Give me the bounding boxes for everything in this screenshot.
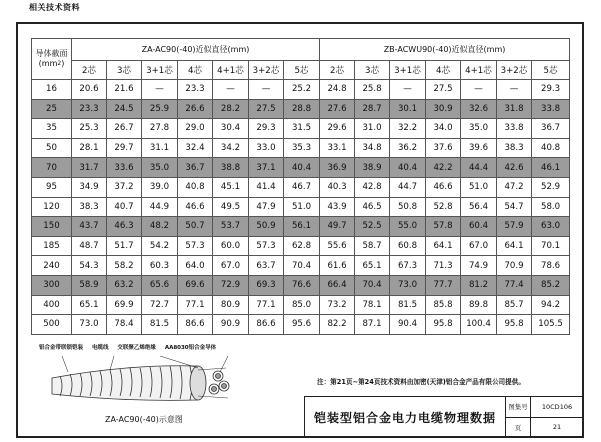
diameter-cell: 40.4 xyxy=(390,158,426,178)
table-row xyxy=(32,295,570,315)
diameter-cell: 40.4 xyxy=(284,158,320,178)
diameter-cell: 47.9 xyxy=(249,197,284,217)
diameter-cell: 28.2 xyxy=(213,99,249,119)
diameter-cell: 95.6 xyxy=(284,315,320,335)
diameter-cell: 31.7 xyxy=(72,158,107,178)
diameter-cell: 29.3 xyxy=(532,80,570,100)
diameter-cell: — xyxy=(142,80,178,100)
diameter-cell: 44.4 xyxy=(461,158,497,178)
diameter-cell: 46.6 xyxy=(426,177,461,197)
diameter-cell: 29.7 xyxy=(107,138,142,158)
diameter-cell: 30.1 xyxy=(390,99,426,119)
diameter-cell: 50.9 xyxy=(249,217,284,237)
diameter-cell: 55.0 xyxy=(390,217,426,237)
diameter-cell: 29.0 xyxy=(178,119,213,139)
table-row xyxy=(32,158,570,178)
diameter-cell: 43.7 xyxy=(72,217,107,237)
diameter-cell: 78.4 xyxy=(107,315,142,335)
diameter-cell: 85.0 xyxy=(284,295,320,315)
cross-section-header xyxy=(32,39,72,80)
diameter-cell: 87.1 xyxy=(355,315,390,335)
diameter-cell: 80.9 xyxy=(213,295,249,315)
diameter-cell: 25.3 xyxy=(72,119,107,139)
cable-illustration xyxy=(48,356,238,410)
title-block xyxy=(304,396,584,438)
core-count-header: 3+2芯 xyxy=(249,61,284,80)
diameter-cell: 27.5 xyxy=(426,80,461,100)
group1-header: ZA-AC90(-40)近似直径(mm) xyxy=(72,39,320,61)
table-row xyxy=(32,275,570,295)
diameter-cell: 50.8 xyxy=(390,197,426,217)
diameter-cell: 36.7 xyxy=(178,158,213,178)
diameter-cell: 31.1 xyxy=(142,138,178,158)
diameter-cell: 64.1 xyxy=(497,236,532,256)
diameter-cell: 57.3 xyxy=(178,236,213,256)
core-count-header: 3+1芯 xyxy=(142,61,178,80)
diameter-cell: 37.6 xyxy=(426,138,461,158)
diameter-cell: 29.3 xyxy=(249,119,284,139)
table-row xyxy=(32,315,570,335)
diameter-cell: 90.4 xyxy=(390,315,426,335)
diameter-cell: 77.1 xyxy=(249,295,284,315)
table-row xyxy=(32,197,570,217)
diameter-cell: 45.1 xyxy=(213,177,249,197)
diameter-cell: 52.8 xyxy=(426,197,461,217)
source-note: 注：第21页~第24页技术资料由加密(天津)铝合金产品有限公司提供。 xyxy=(317,378,525,386)
diameter-cell: 73.0 xyxy=(390,275,426,295)
core-count-header: 2芯 xyxy=(320,61,355,80)
diameter-cell: 32.4 xyxy=(178,138,213,158)
diameter-cell: 50.7 xyxy=(178,217,213,237)
diameter-cell: 55.6 xyxy=(320,236,355,256)
diameter-cell: 73.2 xyxy=(320,295,355,315)
diameter-cell: 71.3 xyxy=(426,256,461,276)
diameter-cell: 43.9 xyxy=(320,197,355,217)
table-row xyxy=(32,80,570,100)
diameter-cell: 85.2 xyxy=(532,275,570,295)
diameter-cell: 46.3 xyxy=(107,217,142,237)
diameter-cell: 100.4 xyxy=(461,315,497,335)
diameter-cell: 60.4 xyxy=(461,217,497,237)
diameter-cell: — xyxy=(497,80,532,100)
diameter-cell: 54.2 xyxy=(142,236,178,256)
core-count-header: 5芯 xyxy=(284,61,320,80)
diameter-cell: 49.5 xyxy=(213,197,249,217)
diameter-cell: 70.4 xyxy=(284,256,320,276)
diameter-cell: 86.6 xyxy=(178,315,213,335)
diameter-cell: 53.7 xyxy=(213,217,249,237)
diameter-cell: 90.9 xyxy=(213,315,249,335)
diameter-cell: 56.4 xyxy=(461,197,497,217)
diameter-cell: 58.7 xyxy=(355,236,390,256)
figure-labels xyxy=(39,343,223,351)
diameter-cell: 37.1 xyxy=(249,158,284,178)
diameter-cell: 40.3 xyxy=(320,177,355,197)
diameter-cell: 34.8 xyxy=(355,138,390,158)
core-count-header: 5芯 xyxy=(532,61,570,80)
diameter-cell: 69.9 xyxy=(107,295,142,315)
diameter-cell: 60.0 xyxy=(213,236,249,256)
diameter-cell: 28.1 xyxy=(72,138,107,158)
core-count-header: 3+2芯 xyxy=(497,61,532,80)
table-row xyxy=(32,99,570,119)
diameter-cell: 20.6 xyxy=(72,80,107,100)
diameter-cell: 28.8 xyxy=(284,99,320,119)
diameter-cell: 67.0 xyxy=(213,256,249,276)
cross-section-cell: 35 xyxy=(32,119,72,139)
atlas-number-label: 图集号 xyxy=(506,397,531,418)
diameter-cell: 42.6 xyxy=(497,158,532,178)
diameter-cell: 64.0 xyxy=(178,256,213,276)
diameter-cell: 57.3 xyxy=(249,236,284,256)
cross-section-cell: 25 xyxy=(32,99,72,119)
diameter-cell: 25.2 xyxy=(284,80,320,100)
figure-label-armor: 铝合金带联锁铠装 xyxy=(39,345,84,351)
diameter-cell: 72.9 xyxy=(213,275,249,295)
table-row xyxy=(32,119,570,139)
diameter-cell: 86.6 xyxy=(249,315,284,335)
diameter-cell: 77.4 xyxy=(497,275,532,295)
diameter-cell: 26.7 xyxy=(107,119,142,139)
diameter-cell: 35.3 xyxy=(284,138,320,158)
diameter-cell: 40.8 xyxy=(178,177,213,197)
diameter-cell: 51.0 xyxy=(461,177,497,197)
diameter-cell: 78.1 xyxy=(355,295,390,315)
diameter-cell: 30.9 xyxy=(426,99,461,119)
diameter-cell: 46.6 xyxy=(178,197,213,217)
core-count-header: 3芯 xyxy=(355,61,390,80)
cross-section-cell: 240 xyxy=(32,256,72,276)
diameter-cell: 39.6 xyxy=(461,138,497,158)
diameter-cell: 63.7 xyxy=(249,256,284,276)
diameter-cell: 42.8 xyxy=(355,177,390,197)
cross-section-cell: 120 xyxy=(32,197,72,217)
diameter-cell: 69.3 xyxy=(249,275,284,295)
diameter-cell: 24.5 xyxy=(107,99,142,119)
diameter-cell: 58.2 xyxy=(107,256,142,276)
diameter-cell: 73.0 xyxy=(72,315,107,335)
cross-section-cell: 500 xyxy=(32,315,72,335)
diameter-cell: 38.3 xyxy=(72,197,107,217)
diameter-cell: 27.6 xyxy=(320,99,355,119)
diameter-cell: 30.4 xyxy=(213,119,249,139)
diameter-cell: 67.3 xyxy=(390,256,426,276)
diameter-cell: 51.7 xyxy=(107,236,142,256)
cross-section-label: 导体截面 xyxy=(35,49,68,58)
cross-section-cell: 95 xyxy=(32,177,72,197)
diameter-cell: 40.7 xyxy=(107,197,142,217)
diameter-cell: 72.7 xyxy=(142,295,178,315)
diameter-cell: 34.0 xyxy=(426,119,461,139)
diameter-cell: 95.8 xyxy=(426,315,461,335)
diameter-cell: 66.4 xyxy=(320,275,355,295)
diameter-cell: 89.8 xyxy=(461,295,497,315)
diameter-cell: 48.2 xyxy=(142,217,178,237)
diameter-cell: 27.5 xyxy=(249,99,284,119)
diameter-cell: 42.2 xyxy=(426,158,461,178)
drawing-title: 铠装型铝合金电力电缆物理数据 xyxy=(305,397,506,438)
diameter-cell: 40.8 xyxy=(532,138,570,158)
diameter-cell: 61.6 xyxy=(320,256,355,276)
cross-section-unit: (mm xyxy=(38,59,58,68)
core-count-header: 4+1芯 xyxy=(461,61,497,80)
diameter-cell: 63.0 xyxy=(532,217,570,237)
diameter-cell: 65.1 xyxy=(72,295,107,315)
diameter-cell: 31.8 xyxy=(497,99,532,119)
diameter-cell: 54.3 xyxy=(72,256,107,276)
diameter-cell: 25.9 xyxy=(142,99,178,119)
diameter-cell: 35.0 xyxy=(142,158,178,178)
diameter-cell: 56.1 xyxy=(284,217,320,237)
diameter-cell: — xyxy=(213,80,249,100)
diameter-cell: 54.7 xyxy=(497,197,532,217)
diameter-cell: 67.0 xyxy=(461,236,497,256)
table-row xyxy=(32,177,570,197)
cross-section-cell: 50 xyxy=(32,138,72,158)
diameter-cell: 41.4 xyxy=(249,177,284,197)
table-row xyxy=(32,256,570,276)
header-title: 相关技术资料 xyxy=(29,3,80,12)
diameter-cell: 38.9 xyxy=(355,158,390,178)
diameter-cell: 85.7 xyxy=(497,295,532,315)
diameter-cell: 76.6 xyxy=(284,275,320,295)
diameter-cell: 78.6 xyxy=(532,256,570,276)
diameter-cell: 95.8 xyxy=(497,315,532,335)
diameter-cell: 47.2 xyxy=(497,177,532,197)
atlas-number-value: 10CD106 xyxy=(531,397,584,418)
diameter-cell: 58.0 xyxy=(532,197,570,217)
diameter-cell: 64.1 xyxy=(426,236,461,256)
diameter-cell: 52.9 xyxy=(532,177,570,197)
diameter-cell: 85.8 xyxy=(426,295,461,315)
diameter-cell: 27.8 xyxy=(142,119,178,139)
diameter-cell: 31.5 xyxy=(284,119,320,139)
figure-label-cable: 电缆线 xyxy=(91,345,109,351)
diameter-cell: 81.5 xyxy=(142,315,178,335)
diameter-cell: 57.9 xyxy=(497,217,532,237)
diameter-cell: 38.3 xyxy=(497,138,532,158)
diameter-cell: 21.6 xyxy=(107,80,142,100)
diameter-cell: 94.2 xyxy=(532,295,570,315)
diameter-cell: 46.1 xyxy=(532,158,570,178)
figure-caption: ZA-AC90(-40)示意图 xyxy=(105,415,183,424)
diameter-cell: 46.7 xyxy=(284,177,320,197)
diameter-cell: 46.5 xyxy=(355,197,390,217)
diameter-cell: 33.0 xyxy=(249,138,284,158)
diameter-cell: 52.5 xyxy=(355,217,390,237)
diameter-cell: 34.9 xyxy=(72,177,107,197)
page-number: 21 xyxy=(531,417,584,438)
diameter-cell: 34.2 xyxy=(213,138,249,158)
diameter-cell: 23.3 xyxy=(178,80,213,100)
diameter-cell: 44.9 xyxy=(142,197,178,217)
diameter-cell: 44.7 xyxy=(390,177,426,197)
diameter-cell: 32.2 xyxy=(390,119,426,139)
diameter-cell: 49.7 xyxy=(320,217,355,237)
diameter-cell: 70.9 xyxy=(497,256,532,276)
diameter-cell: 29.6 xyxy=(320,119,355,139)
diameter-cell: 36.9 xyxy=(320,158,355,178)
diameter-cell: 51.0 xyxy=(284,197,320,217)
core-count-header: 3+1芯 xyxy=(390,61,426,80)
core-count-header: 4芯 xyxy=(426,61,461,80)
diameter-cell: 38.8 xyxy=(213,158,249,178)
diameter-cell: 74.9 xyxy=(461,256,497,276)
diameter-cell: — xyxy=(390,80,426,100)
diameter-cell: 60.3 xyxy=(142,256,178,276)
cross-section-cell: 400 xyxy=(32,295,72,315)
diameter-cell: 70.1 xyxy=(532,236,570,256)
core-count-header: 4+1芯 xyxy=(213,61,249,80)
diameter-cell: 58.9 xyxy=(72,275,107,295)
diameter-cell: 57.8 xyxy=(426,217,461,237)
page-label: 页 xyxy=(506,417,531,438)
diameter-cell: 35.0 xyxy=(461,119,497,139)
diameter-cell: 63.2 xyxy=(107,275,142,295)
diameter-cell: 26.6 xyxy=(178,99,213,119)
core-count-header: 3芯 xyxy=(107,61,142,80)
diameter-cell: 65.6 xyxy=(142,275,178,295)
diameter-cell: 36.7 xyxy=(532,119,570,139)
diameter-cell: 60.8 xyxy=(390,236,426,256)
diameter-cell: 33.1 xyxy=(320,138,355,158)
core-count-header: 4芯 xyxy=(178,61,213,80)
cable-diameter-table xyxy=(31,38,570,335)
diameter-cell: 65.1 xyxy=(355,256,390,276)
table-row xyxy=(32,217,570,237)
diameter-cell: 24.8 xyxy=(320,80,355,100)
cross-section-cell: 70 xyxy=(32,158,72,178)
diameter-cell: 70.4 xyxy=(355,275,390,295)
diameter-cell: 25.8 xyxy=(355,80,390,100)
diameter-cell: 39.0 xyxy=(142,177,178,197)
diameter-cell: 28.7 xyxy=(355,99,390,119)
diameter-cell: 82.2 xyxy=(320,315,355,335)
diameter-cell: 105.5 xyxy=(532,315,570,335)
diameter-cell: 32.6 xyxy=(461,99,497,119)
cross-section-cell: 150 xyxy=(32,217,72,237)
diameter-cell: 31.0 xyxy=(355,119,390,139)
diameter-cell: 33.8 xyxy=(532,99,570,119)
diameter-cell: — xyxy=(249,80,284,100)
diameter-cell: 77.7 xyxy=(426,275,461,295)
diameter-cell: 33.6 xyxy=(107,158,142,178)
cross-section-close: ) xyxy=(61,59,65,68)
diameter-cell: 23.3 xyxy=(72,99,107,119)
table-row xyxy=(32,236,570,256)
diameter-cell: 33.8 xyxy=(497,119,532,139)
core-count-header: 2芯 xyxy=(72,61,107,80)
diameter-cell: — xyxy=(461,80,497,100)
diameter-cell: 69.6 xyxy=(178,275,213,295)
cross-section-cell: 185 xyxy=(32,236,72,256)
figure-label-conductor: AA8030铝合金导体 xyxy=(164,345,217,351)
diameter-cell: 77.1 xyxy=(178,295,213,315)
table-row xyxy=(32,138,570,158)
diameter-cell: 62.8 xyxy=(284,236,320,256)
diameter-cell: 37.2 xyxy=(107,177,142,197)
diameter-cell: 81.5 xyxy=(390,295,426,315)
diameter-cell: 81.2 xyxy=(461,275,497,295)
diameter-cell: 48.7 xyxy=(72,236,107,256)
cross-section-cell: 300 xyxy=(32,275,72,295)
group2-header: ZB-ACWU90(-40)近似直径(mm) xyxy=(320,39,570,61)
cross-section-sup: 2 xyxy=(57,60,62,67)
diameter-cell: 36.2 xyxy=(390,138,426,158)
cross-section-cell: 16 xyxy=(32,80,72,100)
figure-label-insulation: 交联聚乙烯绝缘 xyxy=(117,345,156,351)
